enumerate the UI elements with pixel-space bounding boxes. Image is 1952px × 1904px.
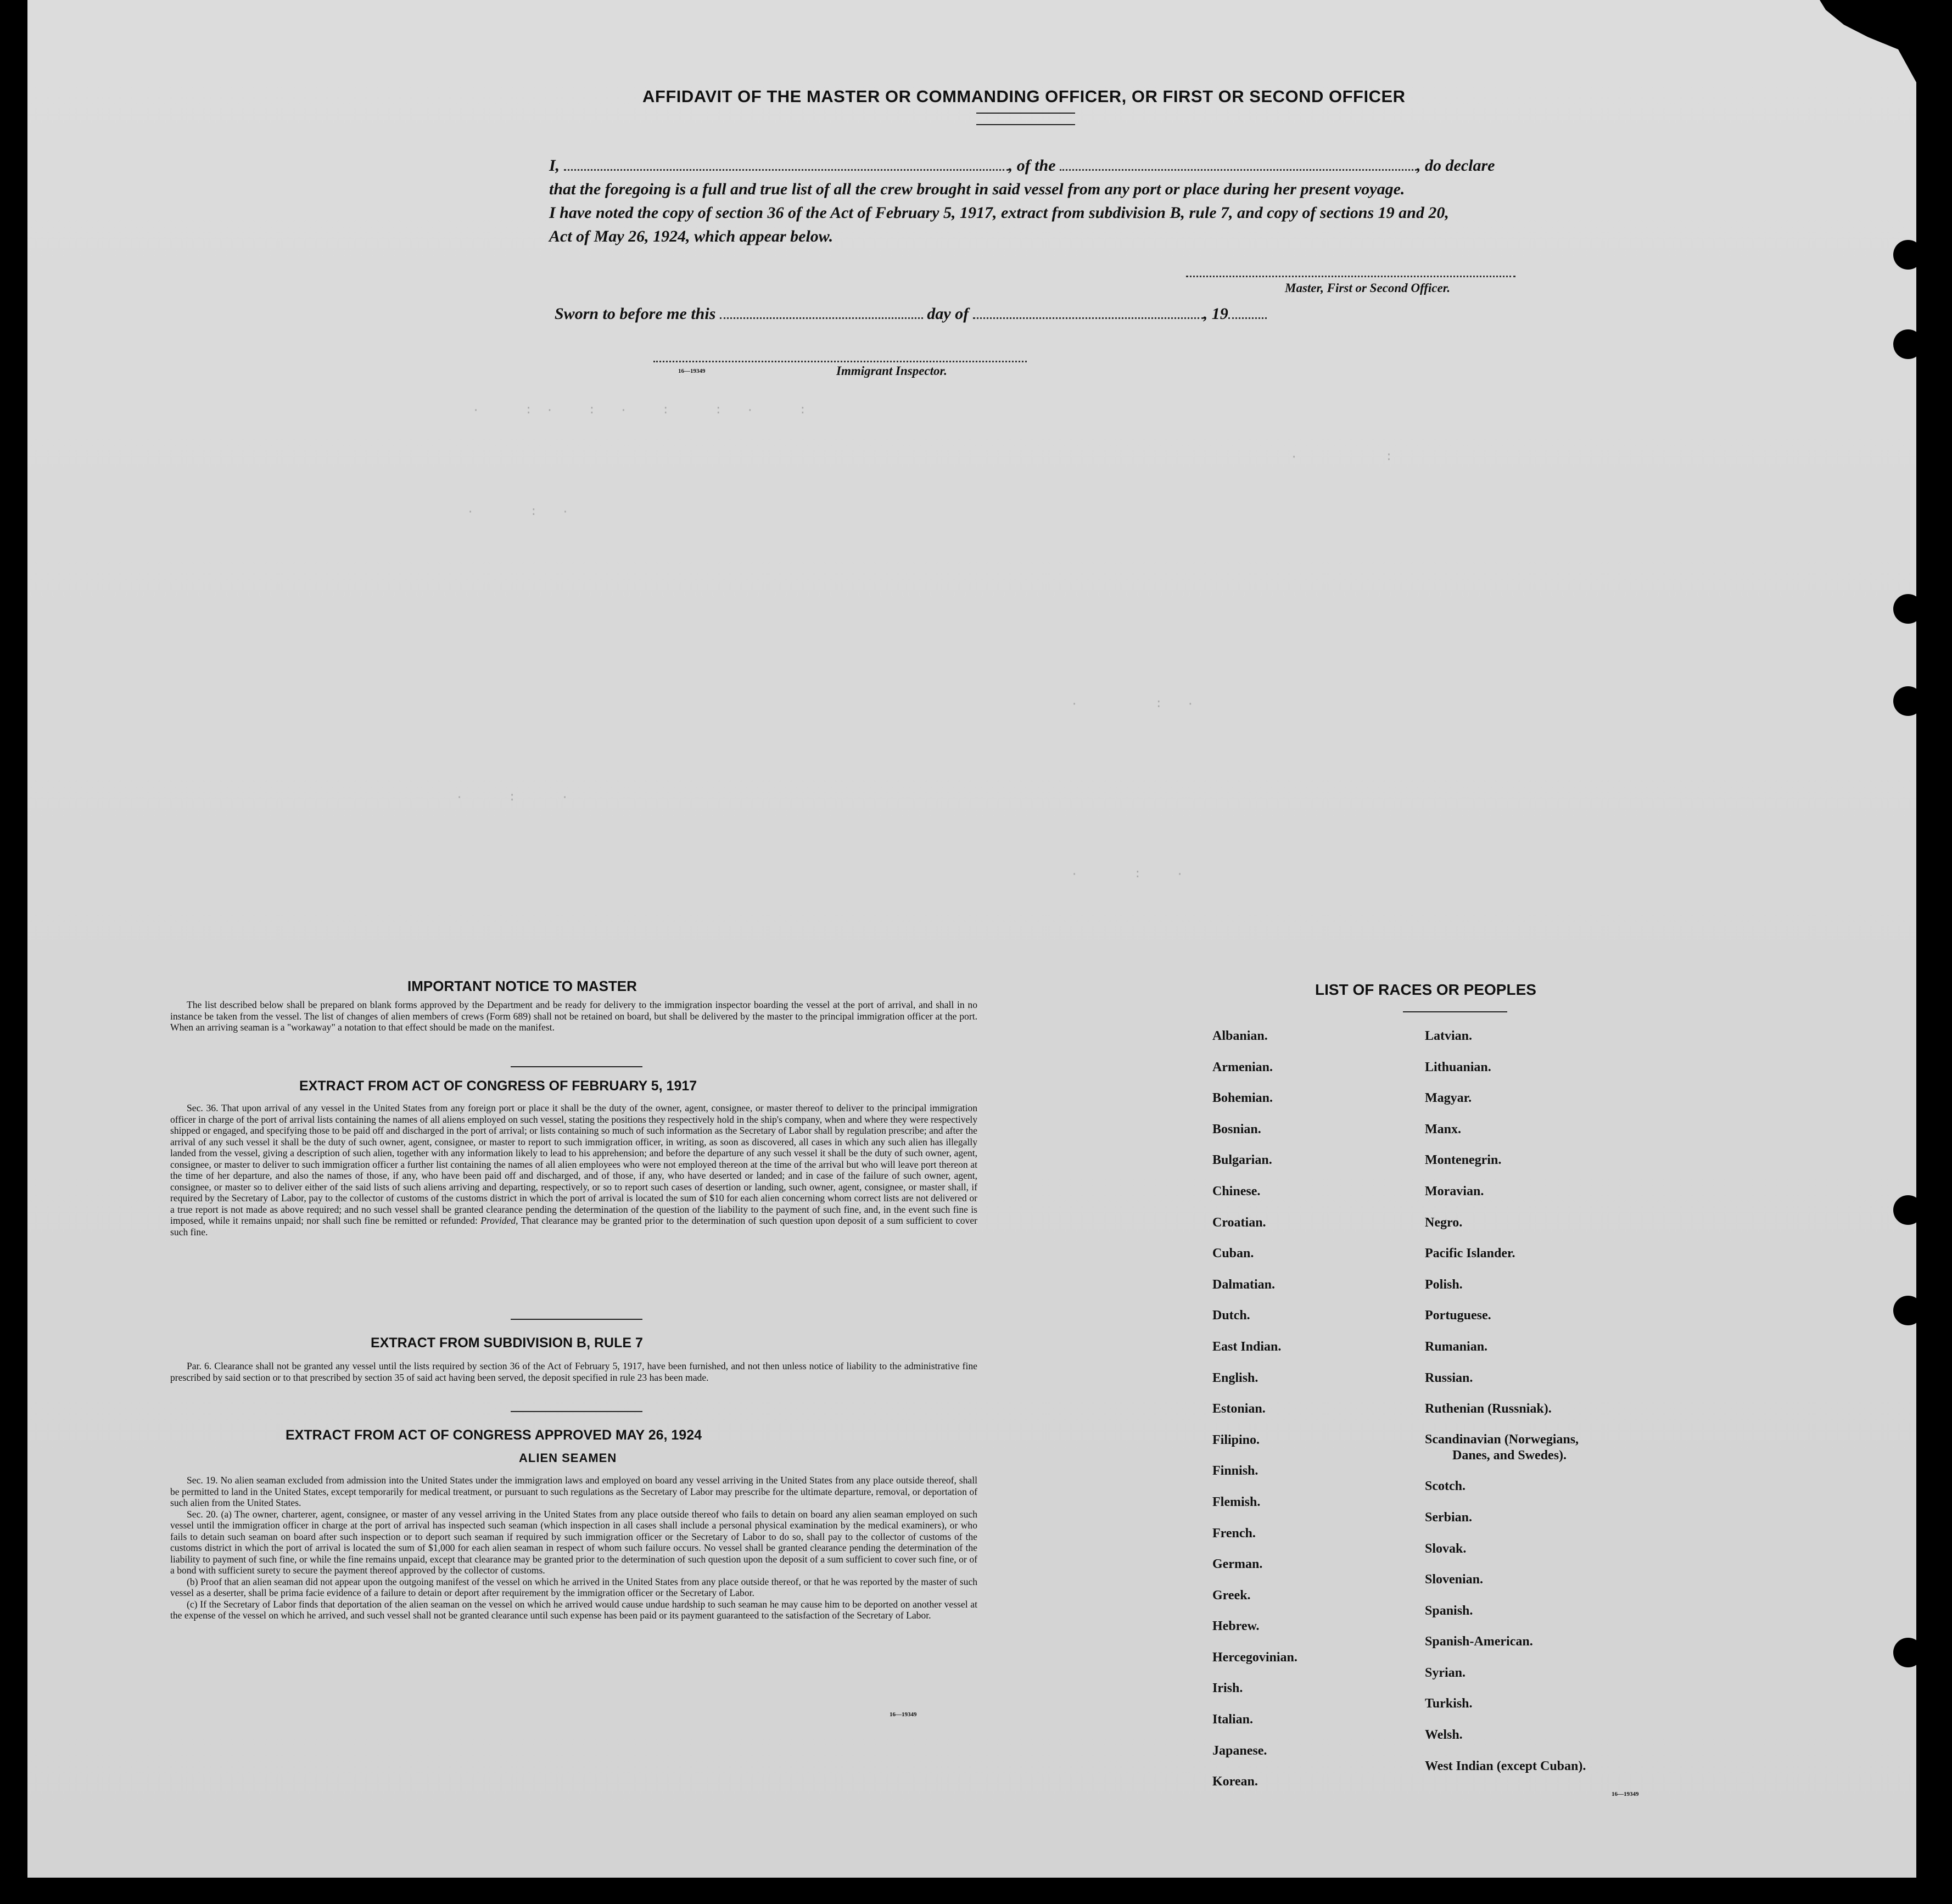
divider (976, 113, 1075, 114)
extract-1924-body: Sec. 19. No alien seaman excluded from admission into the United States under the immigration laws and employed on board any vessel arriving in the United States from any place outside thereof, shall be permitted to land in the United States, except temporarily for medical treatment, or pursuant to such regulations as the Secretary of Labor may prescribe for the ultimate departure, removal, or deportation of such alien from the United States. Sec. 20. (a) The owner, charterer, agent, consignee, or master of any vessel arriving in the United States from any place outside thereof who fails to detain on board any alien seaman employed on such vessel until the immigration officer in charge at the port of arrival has inspected such seaman (which inspection in all cases shall include a personal physical examination by the medical examiners), or who fails to detain such seaman on board after such inspection or to deport such seaman if required by such immigration officer or the Secretary of Labor to do so, shall pay to the collector of customs of the customs district in which the port of arrival is located the sum of $1,000 for each alien seaman in respect of whom such failure occurs. No vessel shall be granted clearance pending the determination of the liability to payment of such fine, or while the fine remains unpaid, except that clearance may be granted prior to the determination of such question upon the deposit of a sum sufficient to cover such fine, or of a bond with sufficient surety to secure the payment thereof approved by the collector of customs. (b) Proof that an alien seaman did not appear upon the outgoing manifest of the vessel on which he arrived in the United States from any place outside thereof, or that he was reported by the master of such vessel as a deserter, shall be prima facie evidence of a failure to detain or deport after requirement by the immigration officer or the Secretary of Labor. (c) If the Secretary of Labor finds that deportation of the alien seaman on the vessel on which he arrived would cause undue hardship to such seaman he may cause him to be deported on another vessel at the expense of the vessel on which he arrived, and such vessel shall not be granted clearance until such expense has been paid or its payment guaranteed to the satisfaction of the Secretary of Labor. (170, 1475, 978, 1621)
inspector-signature-line[interactable] (653, 361, 1027, 362)
race-item: Negro. (1425, 1215, 1463, 1230)
race-item: Welsh. (1425, 1728, 1463, 1743)
proviso-label: Provided, (480, 1215, 518, 1226)
race-item: Flemish. (1212, 1494, 1261, 1509)
race-item: Slovak. (1425, 1541, 1467, 1556)
race-item: Portuguese. (1425, 1308, 1491, 1323)
binder-hole-icon (1893, 686, 1923, 716)
declaration-i-label: I, (549, 156, 560, 175)
bleed-through-marks: · : · : · : : · : (472, 404, 810, 417)
bleed-through-marks: · : · (456, 791, 572, 804)
race-item: English. (1212, 1370, 1259, 1385)
binder-hole-icon (1893, 1296, 1923, 1325)
sworn-year-prefix: , 19 (1203, 305, 1228, 323)
race-item: Spanish. (1425, 1603, 1473, 1618)
races-right-column (1425, 1028, 1586, 1789)
race-item: East Indian. (1212, 1339, 1282, 1354)
race-item: Serbian. (1425, 1510, 1473, 1525)
race-item: Pacific Islander. (1425, 1246, 1515, 1261)
binder-hole-icon (1893, 329, 1923, 359)
race-item: Turkish. (1425, 1696, 1473, 1711)
declaration-declare-label: , do declare (1417, 156, 1495, 175)
race-item: Danes, and Swedes). (1452, 1448, 1567, 1463)
race-item: Latvian. (1425, 1029, 1473, 1043)
binder-hole-icon (1893, 1638, 1923, 1667)
race-item: Spanish-American. (1425, 1634, 1533, 1649)
race-item: Slovenian. (1425, 1572, 1484, 1587)
race-item: Cuban. (1212, 1246, 1254, 1261)
divider (511, 1319, 642, 1320)
rule7-heading: EXTRACT FROM SUBDIVISION B, RULE 7 (371, 1335, 643, 1351)
rule7-body: Par. 6. Clearance shall not be granted any vessel until the lists required by section 36 of the Act of February 5, 1917, have been furnished, and not then unless notice of liability to the administrative fine prescribed by said section or to that prescribed by section 35 of said act having been served, the deposit specified in rule 23 has been made. (170, 1360, 977, 1383)
bleed-through-marks: · : · (1071, 697, 1198, 711)
page-title: AFFIDAVIT OF THE MASTER OR COMMANDING OFFICER, OR FIRST OR SECOND OFFICER (642, 87, 1406, 106)
notice-heading: IMPORTANT NOTICE TO MASTER (407, 978, 637, 994)
extract-1924-heading: EXTRACT FROM ACT OF CONGRESS APPROVED MAY 26, 1924 (286, 1427, 702, 1443)
declaration-line: I have noted the copy of section 36 of the Act of February 5, 1917, extract from subdivision B, rule 7, and copy of sections 19 and 20, (549, 204, 1449, 222)
race-item: Japanese. (1212, 1743, 1267, 1758)
race-item: Hercegovinian. (1212, 1650, 1297, 1665)
race-item: Croatian. (1212, 1215, 1266, 1230)
races-list-title: LIST OF RACES OR PEOPLES (1315, 981, 1536, 998)
race-item: Rumanian. (1425, 1339, 1488, 1354)
race-item: Bulgarian. (1212, 1153, 1272, 1168)
race-item: Magyar. (1425, 1091, 1472, 1106)
race-item: Dutch. (1212, 1308, 1250, 1323)
form-code: 16—19349 (678, 368, 706, 374)
sworn-prefix: Sworn to before me this (555, 305, 716, 323)
race-item: Albanian. (1212, 1029, 1268, 1043)
race-item: French. (1212, 1526, 1256, 1541)
sworn-day-of: day of (927, 305, 969, 323)
alien-seamen-subheading: ALIEN SEAMEN (519, 1451, 617, 1465)
race-item: Polish. (1425, 1277, 1463, 1292)
race-item: Dalmatian. (1212, 1277, 1275, 1292)
race-item: Ruthenian (Russniak). (1425, 1402, 1552, 1416)
race-item: Chinese. (1212, 1184, 1261, 1199)
race-item: Montenegrin. (1425, 1153, 1502, 1168)
race-item: Greek. (1212, 1588, 1251, 1603)
race-item: Italian. (1212, 1712, 1254, 1727)
binder-hole-icon (1893, 594, 1923, 624)
race-item: Hebrew. (1212, 1619, 1260, 1634)
race-item: West Indian (except Cuban). (1425, 1759, 1586, 1773)
race-item: Bohemian. (1212, 1091, 1273, 1106)
bleed-through-marks: · : (1290, 450, 1396, 464)
master-signature-label: Master, First or Second Officer. (1285, 281, 1451, 295)
race-item: Russian. (1425, 1370, 1473, 1385)
bleed-through-marks: · : · (1071, 867, 1187, 881)
document-page (27, 0, 1916, 1878)
race-item: Korean. (1212, 1774, 1258, 1789)
race-item: Estonian. (1212, 1402, 1266, 1416)
race-item: Filipino. (1212, 1432, 1260, 1447)
divider (976, 124, 1075, 125)
name-blank-field[interactable] (564, 169, 1009, 171)
notice-body: The list described below shall be prepared on blank forms approved by the Department and be ready for delivery to the immigration inspector boarding the vessel at the port of arrival, and shall in no instance be taken from the vessel. The list of changes of alien members of crews (Form 689) shall not be retained on board, but shall be delivered by the master to the principal immigration officer at the port. When an arriving seaman is a "workaway" a notation to that effect should be made on the manifest. (170, 999, 977, 1033)
extract-1917-heading: EXTRACT FROM ACT OF CONGRESS OF FEBRUARY 5, 1917 (299, 1078, 697, 1094)
divider (1403, 1011, 1507, 1012)
race-item: Scandinavian (Norwegians, (1425, 1432, 1579, 1447)
divider (511, 1066, 642, 1067)
race-item: German. (1212, 1557, 1263, 1572)
inspector-signature-label: Immigrant Inspector. (836, 364, 947, 378)
race-item: Syrian. (1425, 1665, 1466, 1680)
extract-1917-body: Sec. 36. That upon arrival of any vessel in the United States from any foreign port or place it shall be the duty of the owner, agent, consignee, or master thereof to deliver to the principal immigration officer in charge of the port of arrival lists containing the names of all aliens employed on such vessel, stating the positions they respectively hold in the ship's company, when and where they were respectively shipped or engaged, and specifying those to be paid off and discharged in the port of arrival; or lists containing so much of such information as the Secretary of Labor shall by regulation prescribe; and after the arrival of any such vessel it shall be the duty of such owner, agent, consignee, or master to report to such immigration officer, in writing, as soon as discovered, all cases in which any such alien has illegally landed from the vessel, giving a description of such alien, together with any information likely to lead to his apprehension; and before the departure of any such vessel it shall be the duty of such owner, agent, consignee, or master to deliver to such immigration officer a further list containing the names of all alien employees who were not employed thereon at the time of the arrival but who will leave port thereon at the time of her departure, and also the names of those, if any, who have been paid off and discharged, and of those, if any, who have deserted or landed; and in case of the failure of such owner, agent, consignee, or master so to deliver either of the said lists of such aliens arriving and departing, respectively, or so to report such cases of desertion or landing, such owner, agent, consignee, or master shall, if required by the Secretary of Labor, pay to the collector of customs of the customs district in which the port of arrival is located the sum of $10 for each alien concerning whom correct lists are not delivered or a true report is not made as above required; and no such vessel shall be granted clearance pending the determination of the question of the liability to the payment of such fine, and, in the event such fine is imposed, while it remains unpaid; nor shall such fine be remitted or refunded: Provided, That clearance may be granted prior to the determination of such question upon deposit of a sum sufficient to cover such fine. (170, 1102, 977, 1237)
sworn-month-field[interactable] (973, 317, 1204, 319)
race-item: Armenian. (1212, 1060, 1273, 1074)
race-item: Finnish. (1212, 1464, 1259, 1479)
binder-hole-icon (1893, 240, 1923, 270)
sworn-day-field[interactable] (720, 317, 923, 319)
declaration-of-label: , of the (1008, 156, 1056, 175)
race-item: Irish. (1212, 1681, 1243, 1696)
race-item: Lithuanian. (1425, 1060, 1491, 1074)
race-item: Bosnian. (1212, 1122, 1261, 1136)
race-item: Moravian. (1425, 1184, 1484, 1199)
form-code: 16—19349 (1612, 1791, 1639, 1797)
race-item: Scotch. (1425, 1479, 1466, 1494)
sworn-statement (555, 305, 1267, 323)
bleed-through-marks: · : · (467, 505, 573, 519)
declaration-line: Act of May 26, 1924, which appear below. (549, 227, 834, 245)
declaration-line: that the foregoing is a full and true list of all the crew brought in said vessel from any port or place during her present voyage. (549, 180, 1405, 198)
races-left-column (1212, 1028, 1297, 1805)
master-signature-line[interactable] (1186, 276, 1515, 277)
sec-label: Sec. 36. (187, 1102, 219, 1113)
binder-hole-icon (1893, 1195, 1923, 1225)
race-item: Manx. (1425, 1122, 1461, 1136)
vessel-blank-field[interactable] (1060, 169, 1417, 171)
divider (511, 1411, 642, 1412)
torn-corner (1796, 0, 1916, 82)
declaration-text (549, 154, 1537, 248)
sworn-year-field[interactable] (1228, 317, 1267, 319)
form-code: 16—19349 (890, 1711, 917, 1718)
